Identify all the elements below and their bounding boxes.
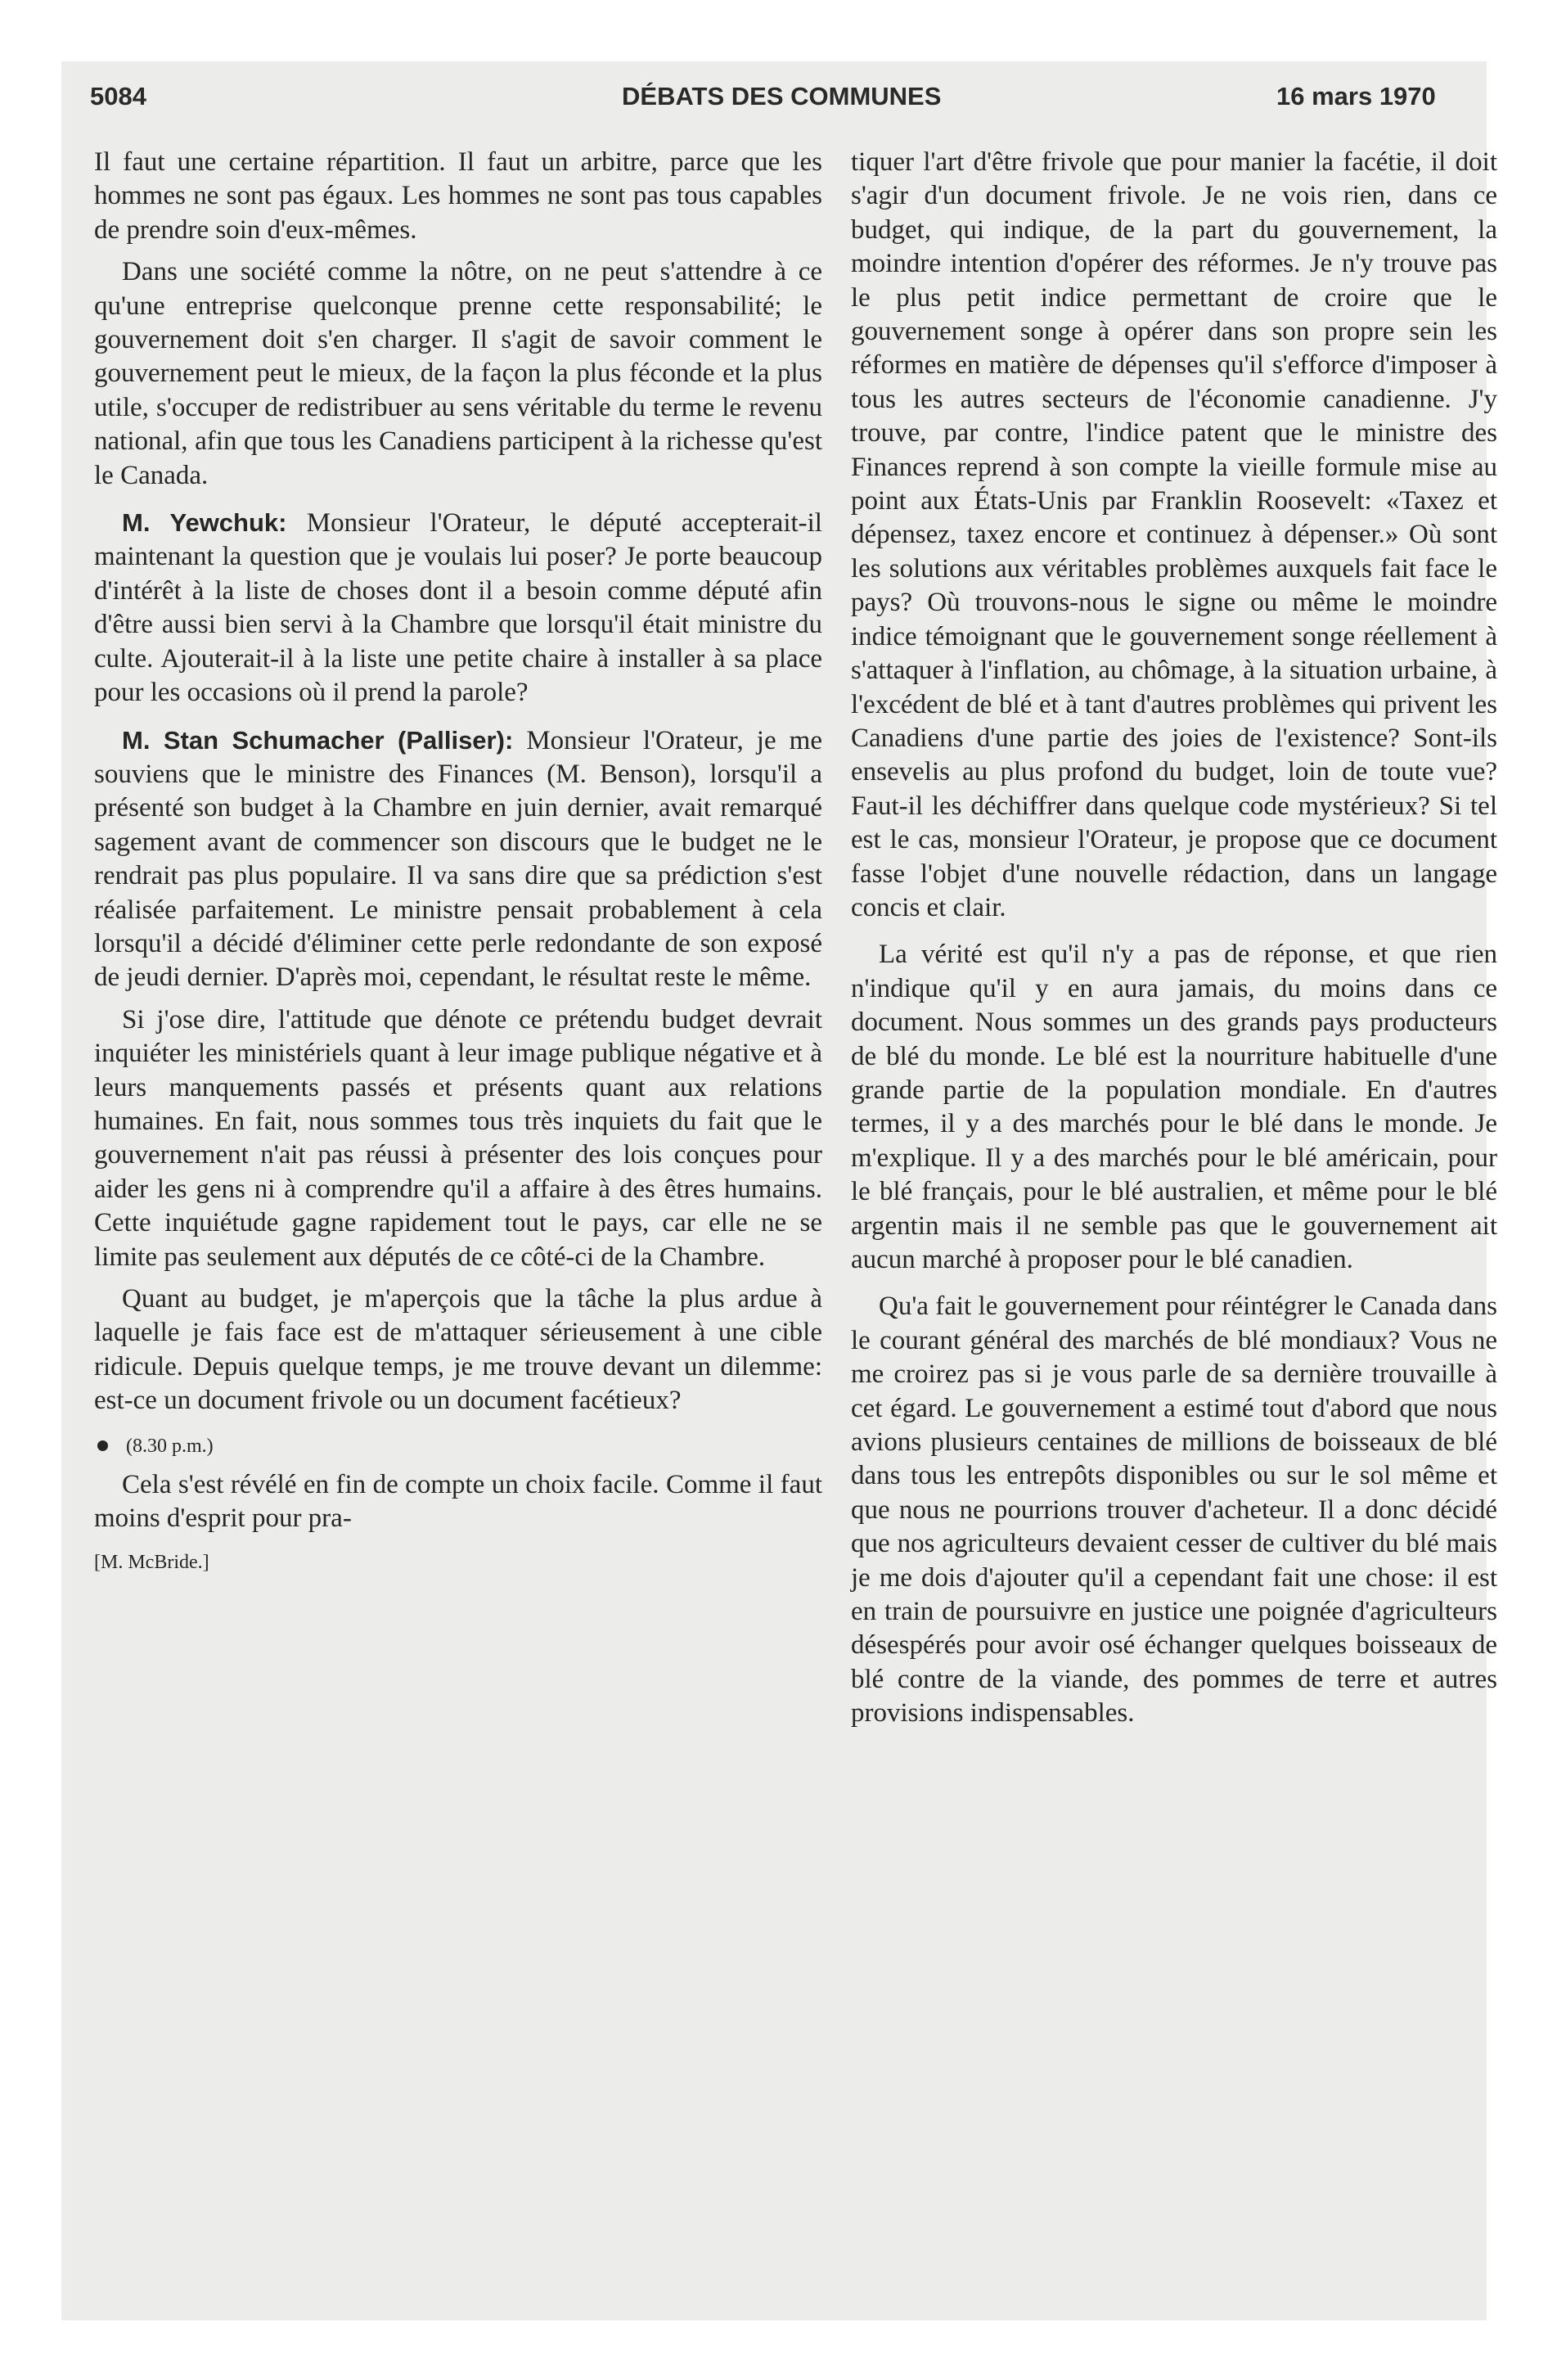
speaker-name: M. Yewchuk:: [122, 508, 287, 538]
paragraph: Cela s'est révélé en fin de compte un choix facile. Comme il faut moins d'esprit pour pra-: [94, 1470, 822, 1534]
page-header: [90, 82, 1481, 128]
speaker-note: [M. McBride.]: [94, 1551, 209, 1573]
speech-paragraph: [94, 506, 822, 710]
page-title: DÉBATS DES COMMUNES: [622, 82, 942, 110]
page-number: 5084: [90, 82, 146, 110]
paragraph: Qu'a fait le gouvernement pour réintégrer le Canada dans le courant général des marchés de blé mondiaux? Vous ne me croirez pas si je vous parle de sa dernière trouvaille à cet égard. Le gouvernement a estimé tout d'abord que nous avions plusieurs centaines de millions de boisseaux de blé dans tous les entrepôts disponibles ou sur le sol même et que nous ne pourrions trouver d'acheteur. Il a donc décidé que nos agriculteurs devaient cesser de cultiver du blé mais je me dois d'ajouter qu'il a cependant fait une chose: il est en train de poursuivre en justice une poignée d'agriculteurs désespérés pour avoir osé échanger quelques boisseaux de blé contre de la viande, des pommes de terre et autres provisions indispensables.: [851, 1291, 1497, 1729]
paragraph: Quant au budget, je m'aperçois que la tâche la plus ardue à laquelle je fais face est de m'attaquer sérieusement à une cible ridicule. Depuis quelque temps, je me trouve devant un dilemme: est-ce un document frivole ou un document facétieux?: [94, 1284, 822, 1416]
right-column: [851, 146, 1497, 1731]
speech-text: Monsieur l'Orateur, le député accepterait-il maintenant la question que je voulais lui poser? Je porte beaucoup d'intérêt à la liste de choses dont il a besoin comme député afin d'être aussi bien servi à la Chambre que lorsqu'il était ministre du culte. Ajouterait-il à la liste une petite chaire à installer à sa place pour les occasions où il prend la parole?: [94, 508, 822, 708]
paragraph: tiquer l'art d'être frivole que pour manier la facétie, il doit s'agir d'un document frivole. Je ne vois rien, dans ce budget, qui indique, de la part du gouvernement, la moindre intention d'opérer des réformes. Je n'y trouve pas le plus petit indice permettant de croire que le gouvernement songe à opérer dans son propre sein les réformes en matière de dépenses qu'il s'efforce d'imposer à tous les autres secteurs de l'économie canadienne. J'y trouve, par contre, l'indice patent que le ministre des Finances reprend à son compte la vieille formule mise au point aux États-Unis par Franklin Roosevelt: «Taxez et dépensez, taxez encore et continuez à dépenser.» Où sont les solutions aux véritables problèmes auxquels fait face le pays? Où trouvons-nous le signe ou même le moindre indice témoignant que le gouvernement songe réellement à s'attaquer à l'inflation, au chômage, à la situation urbaine, à l'excédent de blé et à tant d'autres problèmes qui privent les Canadiens d'une partie des joies de l'existence? Sont-ils ensevelis au plus profond du budget, loin de toute vue? Faut-il les déchiffrer dans quelque code mystérieux? Si tel est le cas, monsieur l'Orateur, je propose que ce document fasse l'objet d'une nouvelle rédaction, dans un langage concis et clair.: [851, 147, 1497, 922]
left-column: [94, 146, 822, 1580]
paragraph: Si j'ose dire, l'attitude que dénote ce prétendu budget devrait inquiéter les ministériels quant à leur image publique négative et à leurs manquements passés et présents quant aux relations humaines. En fait, nous sommes tous très inquiets du fait que le gouvernement n'ait pas réussi à présenter des lois conçues pour aider les gens ni à comprendre qu'il a affaire à des êtres humains. Cette inquiétude gagne rapidement tout le pays, car elle ne se limite pas seulement aux députés de ce côté-ci de la Chambre.: [94, 1004, 822, 1272]
speech-text: Monsieur l'Orateur, je me souviens que le ministre des Finances (M. Benson), lorsqu'il a présenté son budget à la Chambre en juin dernier, avait remarqué sagement avant de commencer son discours que le budget ne le rendrait pas plus populaire. Il va sans dire que sa prédiction s'est réalisée parfaitement. Le ministre pensait probablement à cela lorsqu'il a décidé d'éliminer cette perle redondante de son exposé de jeudi dernier. D'après moi, cependant, le résultat reste le même.: [94, 725, 822, 993]
paragraph: Il faut une certaine répartition. Il faut un arbitre, parce que les hommes ne sont pas égaux. Les hommes ne sont pas tous capables de prendre soin d'eux-mêmes.: [94, 147, 822, 245]
time-text: (8.30 p.m.): [126, 1435, 214, 1457]
paragraph: La vérité est qu'il n'y a pas de réponse, et que rien n'indique qu'il y en aura jamais, du moins dans ce document. Nous sommes un des grands pays producteurs de blé du monde. Le blé est la nourriture habituelle d'une grande partie de la population mondiale. En d'autres termes, il y a des marchés pour le blé dans le monde. Je m'explique. Il y a des marchés pour le blé américain, pour le blé français, pour le blé australien, et même pour le blé argentin mais il ne semble pas que le gouvernement ait aucun marché à proposer pour le blé canadien.: [851, 940, 1497, 1274]
speech-paragraph: [94, 723, 822, 995]
page-date: 16 mars 1970: [1276, 82, 1436, 110]
speaker-name: M. Stan Schumacher (Palliser):: [122, 725, 514, 755]
time-marker: [94, 1430, 822, 1463]
bullet-icon: [97, 1440, 108, 1451]
paragraph: Dans une société comme la nôtre, on ne peut s'attendre à ce qu'une entreprise quelconque prenne cette responsabilité; le gouvernement doit s'en charger. Il s'agit de savoir comment le gouvernement peut le mieux, de la façon la plus féconde et la plus utile, s'occuper de redistribuer au sens véritable du terme le revenu national, afin que tous les Canadiens participent à la richesse qu'est le Canada.: [94, 257, 822, 490]
